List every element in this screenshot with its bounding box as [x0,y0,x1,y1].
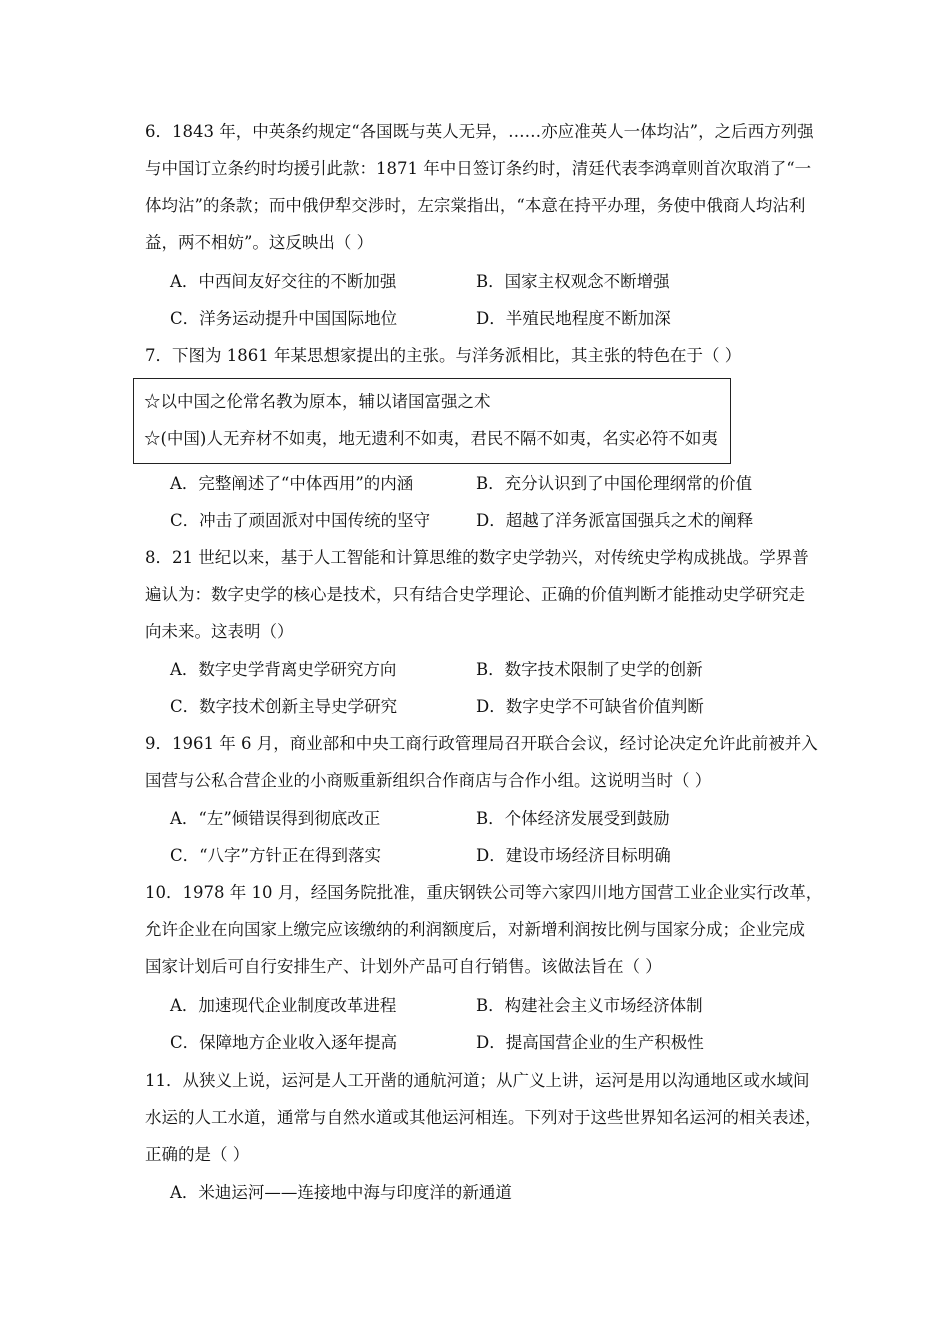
q7-quote-box [133,378,731,464]
q10-line-2: 允许企业在向国家上缴完应该缴纳的利润额度后，对新增利润按比例与国家分成；企业完成 [145,920,805,939]
q6-line-4: 益，两不相妨”。这反映出（ ） [145,233,374,252]
q6-option-c: C．洋务运动提升中国国际地位 [170,309,398,328]
q8-line-1: 8．21 世纪以来，基于人工智能和计算思维的数字史学勃兴，对传统史学构成挑战。学界普 [145,548,809,567]
q10-option-b: B．构建社会主义市场经济体制 [476,996,703,1015]
q7-line-1: 7．下图为 1861 年某思想家提出的主张。与洋务派相比，其主张的特色在于（ ） [145,346,742,365]
q6-option-a: A．中西间友好交往的不断加强 [170,272,397,291]
q11-option-a: A．米迪运河——连接地中海与印度洋的新通道 [170,1183,512,1202]
q10-line-3: 国家计划后可自行安排生产、计划外产品可自行销售。该做法旨在（ ） [145,957,662,976]
q9-option-a: A．“左”倾错误得到彻底改正 [170,809,381,828]
q10-line-1: 10．1978 年 10 月，经国务院批准，重庆钢铁公司等六家四川地方国营工业企业实行改革， [145,883,823,902]
q7-box-line-1: ☆以中国之伦常名教为原本，辅以诸国富强之术 [144,392,491,411]
q6-line-2: 与中国订立条约时均援引此款：1871 年中日签订条约时，清廷代表李鸿章则首次取消了“一 [145,159,812,178]
q9-line-1: 9．1961 年 6 月，商业部和中央工商行政管理局召开联合会议，经讨论决定允许此前被并入 [145,734,818,753]
q6-option-b: B．国家主权观念不断增强 [476,272,670,291]
q8-line-2: 遍认为：数字史学的核心是技术，只有结合史学理论、正确的价值判断才能推动史学研究走 [145,585,805,604]
q7-option-b: B．充分认识到了中国伦理纲常的价值 [476,474,753,493]
q7-box-line-2: ☆(中国)人无弃材不如夷，地无遗利不如夷，君民不隔不如夷，名实必符不如夷 [144,429,718,448]
q11-line-2: 水运的人工水道，通常与自然水道或其他运河相连。下列对于这些世界知名运河的相关表述， [145,1108,822,1127]
q7-option-d: D．超越了洋务派富国强兵之术的阐释 [476,511,754,530]
q8-option-b: B．数字技术限制了史学的创新 [476,660,703,679]
q8-option-d: D．数字史学不可缺省价值判断 [476,697,704,716]
q9-line-2: 国营与公私合营企业的小商贩重新组织合作商店与合作小组。这说明当时（ ） [145,771,712,790]
q8-option-c: C．数字技术创新主导史学研究 [170,697,398,716]
q6-option-d: D．半殖民地程度不断加深 [476,309,671,328]
q10-option-c: C．保障地方企业收入逐年提高 [170,1033,398,1052]
q9-option-d: D．建设市场经济目标明确 [476,846,671,865]
q7-option-a: A．完整阐述了“中体西用”的内涵 [170,474,414,493]
q10-option-a: A．加速现代企业制度改革进程 [170,996,397,1015]
q9-option-b: B．个体经济发展受到鼓励 [476,809,670,828]
q7-option-c: C．冲击了顽固派对中国传统的坚守 [170,511,431,530]
q11-line-1: 11．从狭义上说，运河是人工开凿的通航河道；从广义上讲，运河是用以沟通地区或水域间 [145,1071,810,1090]
q8-line-3: 向未来。这表明（） [145,622,294,641]
q10-option-d: D．提高国营企业的生产积极性 [476,1033,704,1052]
q11-line-3: 正确的是（ ） [145,1145,250,1164]
q6-line-3: 体均沾”的条款；而中俄伊犁交涉时，左宗棠指出，“本意在持平办理，务使中俄商人均沾利 [145,196,806,215]
q6-line-1: 6．1843 年，中英条约规定“各国既与英人无异，……亦应准英人一体均沾”，之后西方列强 [145,122,814,141]
q8-option-a: A．数字史学背离史学研究方向 [170,660,397,679]
q9-option-c: C．“八字”方针正在得到落实 [170,846,381,865]
